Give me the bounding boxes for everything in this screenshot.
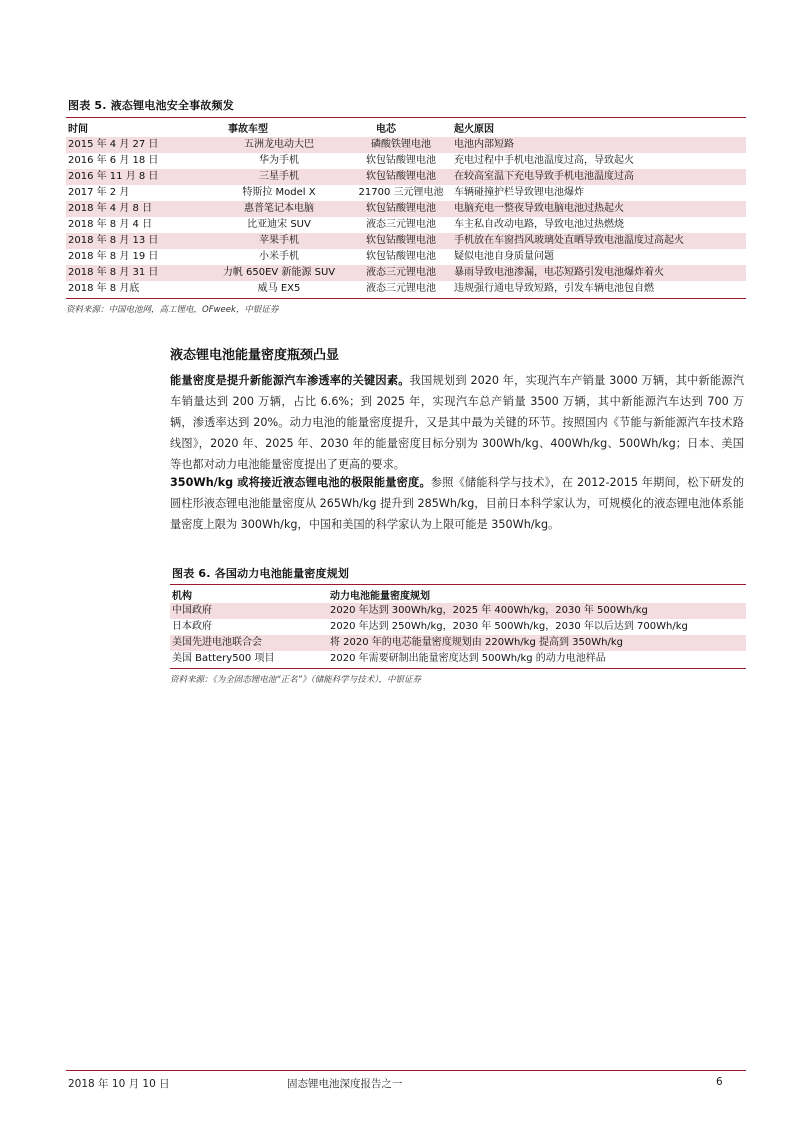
table-row bbox=[170, 651, 746, 667]
footer-page-number: 6 bbox=[716, 1076, 723, 1088]
table-cell: 车辆碰撞护栏导致锂电池爆炸 bbox=[454, 187, 584, 198]
table-row bbox=[66, 233, 746, 249]
table-cell: 液态三元锂电池 bbox=[366, 267, 436, 278]
table-cell: 中国政府 bbox=[172, 605, 212, 616]
table-row bbox=[66, 185, 746, 201]
table-cell: 2017 年 2 月 bbox=[68, 187, 130, 198]
table-cell: 2020 年达到 300Wh/kg，2025 年 400Wh/kg，2030 年 500Wh/kg bbox=[330, 605, 648, 616]
table-cell: 2018 年 8 月底 bbox=[68, 283, 140, 294]
table-cell: 21700 三元锂电池 bbox=[358, 187, 444, 198]
table-cell: 小米手机 bbox=[259, 251, 299, 262]
table-cell: 磷酸铁锂电池 bbox=[371, 139, 431, 150]
table-cell: 电脑充电一整夜导致电脑电池过热起火 bbox=[454, 203, 624, 214]
table-cell: 华为手机 bbox=[259, 155, 299, 166]
table-cell: 苹果手机 bbox=[259, 235, 299, 246]
table5-source: 资料来源：中国电池网，高工锂电，OFweek，中银证券 bbox=[66, 305, 279, 315]
table-row bbox=[170, 619, 746, 635]
table5-header-time: 时间 bbox=[68, 124, 88, 135]
table5-header-model: 事故车型 bbox=[228, 124, 268, 135]
table-cell: 五洲龙电动大巴 bbox=[244, 139, 314, 150]
paragraph-1 bbox=[170, 370, 744, 475]
table-cell: 2018 年 8 月 19 日 bbox=[68, 251, 159, 262]
table-cell: 特斯拉 Model X bbox=[242, 187, 316, 198]
table-cell: 车主私自改动电路，导致电池过热燃烧 bbox=[454, 219, 624, 230]
table-cell: 暴雨导致电池渗漏，电芯短路引发电池爆炸着火 bbox=[454, 267, 664, 278]
footer-rule bbox=[66, 1070, 746, 1071]
table5-bottom-rule bbox=[66, 298, 746, 299]
table-cell: 软包钴酸锂电池 bbox=[366, 171, 436, 182]
table-cell: 软包钴酸锂电池 bbox=[366, 203, 436, 214]
table-cell: 液态三元锂电池 bbox=[366, 283, 436, 294]
table-row bbox=[66, 169, 746, 185]
table-cell: 手机放在车窗挡风玻璃处直晒导致电池温度过高起火 bbox=[454, 235, 684, 246]
table-cell: 将 2020 年的电芯能量密度规划由 220Wh/kg 提高到 350Wh/kg bbox=[330, 637, 623, 648]
table-cell: 2018 年 8 月 13 日 bbox=[68, 235, 159, 246]
table-row bbox=[66, 137, 746, 153]
table-cell: 软包钴酸锂电池 bbox=[366, 155, 436, 166]
paragraph-2 bbox=[170, 472, 744, 535]
table-row bbox=[170, 603, 746, 619]
table5-header bbox=[66, 120, 746, 136]
table-cell: 2020 年需要研制出能量密度达到 500Wh/kg 的动力电池样品 bbox=[330, 653, 606, 664]
table-row bbox=[66, 249, 746, 265]
table6-header bbox=[170, 587, 746, 603]
table6-header-plan: 动力电池能量密度规划 bbox=[330, 591, 430, 602]
table-cell: 美国 Battery500 项目 bbox=[172, 653, 275, 664]
table-cell: 日本政府 bbox=[172, 621, 212, 632]
table-cell: 液态三元锂电池 bbox=[366, 219, 436, 230]
table-cell: 力帆 650EV 新能源 SUV bbox=[222, 267, 336, 278]
table6-source: 资料来源：《为全固态锂电池“正名”》（储能科学与技术），中银证券 bbox=[170, 675, 422, 685]
section-heading: 液态锂电池能量密度瓶颈凸显 bbox=[170, 348, 340, 363]
table-row bbox=[170, 635, 746, 651]
table5-top-rule bbox=[66, 117, 746, 118]
table-cell: 充电过程中手机电池温度过高，导致起火 bbox=[454, 155, 634, 166]
table-cell: 惠普笔记本电脑 bbox=[244, 203, 314, 214]
table-cell: 软包钴酸锂电池 bbox=[366, 251, 436, 262]
table5-header-cause: 起火原因 bbox=[454, 124, 494, 135]
table-cell: 在较高室温下充电导致手机电池温度过高 bbox=[454, 171, 634, 182]
table-row bbox=[66, 153, 746, 169]
paragraph-2-lead: 350Wh/kg 或将接近液态锂电池的极限能量密度。 bbox=[170, 476, 431, 489]
table-row bbox=[66, 217, 746, 233]
table-cell: 比亚迪宋 SUV bbox=[247, 219, 311, 230]
table6-top-rule bbox=[170, 584, 746, 585]
table6-bottom-rule bbox=[170, 668, 746, 669]
table-row bbox=[66, 201, 746, 217]
paragraph-1-lead: 能量密度是提升新能源汽车渗透率的关键因素。 bbox=[170, 374, 410, 387]
table-cell: 疑似电池自身质量问题 bbox=[454, 251, 554, 262]
footer-report-title: 固态锂电池深度报告之一 bbox=[287, 1078, 403, 1090]
table-cell: 软包钴酸锂电池 bbox=[366, 235, 436, 246]
table-cell: 美国先进电池联合会 bbox=[172, 637, 262, 648]
footer-date: 2018 年 10 月 10 日 bbox=[68, 1078, 170, 1090]
table-cell: 2015 年 4 月 27 日 bbox=[68, 139, 159, 150]
table-cell: 违规强行通电导致短路，引发车辆电池包自燃 bbox=[454, 283, 654, 294]
table6-header-org: 机构 bbox=[172, 591, 192, 602]
table-cell: 2018 年 8 月 4 日 bbox=[68, 219, 153, 230]
table-cell: 三星手机 bbox=[259, 171, 299, 182]
paragraph-2-body: 参照《储能科学与技术》，在 2012-2015 年期间，松下研发的圆柱形液态锂电池能量密度从 265Wh/kg 提升到 285Wh/kg，目前日本科学家认为，可规模化的液态锂电池体系能量密度上限为 300Wh/kg，中国和美国的科学家认为上限可能是 350Wh/kg。 bbox=[170, 476, 745, 531]
paragraph-1-body: 我国规划到 2020 年，实现汽车产销量 3000 万辆，其中新能源汽车销量达到 200 万辆，占比 6.6%；到 2025 年，实现汽车总产销量 3500 万辆，其中新能源汽车达到 700 万辆，渗透率达到 20%。动力电池的能量密度提升，又是其中最为关键的环节。按照国内《节能与新能源汽车技术路线图》，2020 年、2025 年、2030 年的能量密度目标分别为 300Wh/kg、400Wh/kg、500Wh/kg；日本、美国等也都对动力电池能量密度提出了更高的要求。 bbox=[170, 374, 744, 471]
table-cell: 威马 EX5 bbox=[257, 283, 301, 294]
table-cell: 2018 年 4 月 8 日 bbox=[68, 203, 153, 214]
table5-title: 图表 5. 液态锂电池安全事故频发 bbox=[68, 99, 234, 112]
table-cell: 2018 年 8 月 31 日 bbox=[68, 267, 159, 278]
table-cell: 2020 年达到 250Wh/kg，2030 年 500Wh/kg，2030 年以后达到 700Wh/kg bbox=[330, 621, 688, 632]
table-cell: 电池内部短路 bbox=[454, 139, 514, 150]
table-cell: 2016 年 11 月 8 日 bbox=[68, 171, 159, 182]
table5-header-cell: 电芯 bbox=[376, 124, 396, 135]
table6-title: 图表 6. 各国动力电池能量密度规划 bbox=[172, 567, 350, 580]
table-row bbox=[66, 281, 746, 297]
table-cell: 2016 年 6 月 18 日 bbox=[68, 155, 159, 166]
table-row bbox=[66, 265, 746, 281]
